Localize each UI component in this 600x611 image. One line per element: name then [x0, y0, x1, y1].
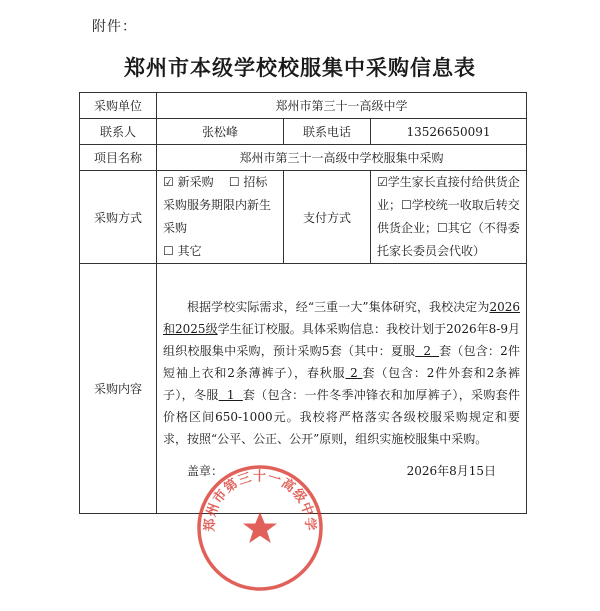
spring-count: 2	[350, 365, 358, 380]
contact-name: 张松峰	[157, 119, 284, 145]
winter-count: 1	[226, 387, 235, 402]
unit-value: 郑州市第三十一高级中学	[157, 93, 527, 119]
unit-label: 采购单位	[80, 93, 157, 119]
pay-option-direct: ☑学生家长直接付给供货企业；	[377, 175, 520, 212]
pay-options	[371, 171, 527, 264]
method-label: 采购方式	[80, 171, 157, 264]
phone-value: 13526650091	[371, 119, 527, 145]
summer-count: 2	[423, 343, 431, 358]
phone-label: 联系电话	[284, 119, 371, 145]
seal-text: 郑州市第三十一高级中学	[202, 469, 318, 532]
pay-option-school: ☐学校统一收取后转交供货企业；	[377, 198, 520, 235]
project-value: 郑州市第三十一高级中学校服集中采购	[157, 145, 527, 171]
attachment-label: 附件：	[92, 19, 137, 35]
page-title: 郑州市本级学校校服集中采购信息表	[124, 56, 476, 80]
row-method	[80, 171, 527, 264]
pay-label: 支付方式	[284, 171, 371, 264]
row-project	[80, 145, 527, 171]
sign-date: 2026年8月15日	[406, 463, 497, 478]
seal-star-icon	[243, 512, 277, 543]
info-table	[79, 92, 527, 514]
official-seal-stamp	[194, 462, 326, 594]
row-contact	[80, 119, 527, 145]
method-option-other: ☐ 其它	[163, 244, 202, 258]
method-option-tender: ☐ 招标采购服务期限内新生采购	[163, 175, 272, 235]
method-option-new: ☑ 新采购	[163, 175, 214, 189]
pay-option-other: ☐其它（不得委托家长委员会代收）	[377, 221, 520, 258]
project-label: 项目名称	[80, 145, 157, 171]
stamp-label: 盖章：	[187, 463, 224, 478]
grade-years: 2026和2025级	[163, 299, 521, 336]
contact-label: 联系人	[80, 119, 157, 145]
method-options	[157, 171, 284, 264]
content-label: 采购内容	[80, 264, 157, 514]
row-unit	[80, 93, 527, 119]
content-paragraph: 根据学校实际需求，经“三重一大”集体研究，我校决定为2026和2025级学生征订校服。具体采购信息：我校计划于2026年8-9月组织校服集中采购，预计采购5套（其中：夏服 2 套（包含：2件短袖上衣和2条薄裤子），春秋服 2 套（包含：2件外套和2条裤子），冬服 1 套（包含：一件冬季冲锋衣和加厚裤子），采购套件价格区间650-1000元。我校将严格落实各级校服采购规定和要求，按照“公平、公正、公开”原则，组织实施校服集中采购。	[163, 299, 521, 446]
